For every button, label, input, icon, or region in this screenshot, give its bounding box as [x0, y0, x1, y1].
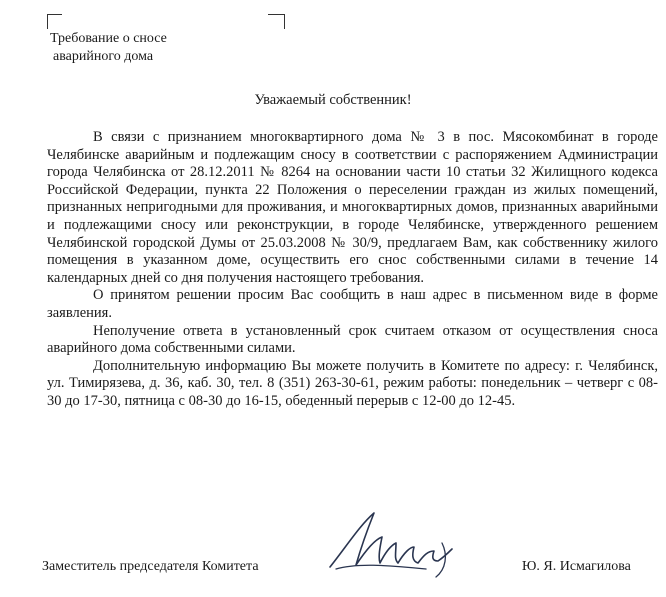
- signatory-title: Заместитель председателя Комитета: [42, 559, 259, 574]
- body-paragraph-2: О принятом решении просим Вас сообщить в наш адрес в письменном виде в форме заявления.: [47, 287, 658, 321]
- handwritten-signature: [316, 503, 466, 583]
- body-paragraph-1: В связи с признанием многоквартирного дома № 3 в пос. Мясокомбинат в городе Челябинске аварийным и подлежащим сносу в соответствии с распоряжением Администрации города Челябинска от 28.12.2011 № 8264 на основании части 10 статьи 32 Жилищного кодекса Российской Федерации, пункта 22 Положения о переселении граждан из жилых помещений, признанных непригодными для проживания, и многоквартирных домов, признанных аварийными и подлежащими сносу или реконструкции, в городе Челябинске, утвержденного решением Челябинской городской Думы от 25.03.2008 № 30/9, предлагаем Вам, как собственнику жилого помещения в указанном доме, осуществить его снос собственными силами в течение 14 календарных дней со дня получения настоящего требования.: [47, 129, 658, 286]
- document-type-line-1: Требование о сносе: [50, 31, 167, 46]
- document-type-block: [50, 30, 167, 66]
- letter-body: [47, 129, 658, 411]
- corner-mark-right: [268, 14, 285, 29]
- body-paragraph-3: Неполучение ответа в установленный срок считаем отказом от осуществления сноса аварийного дома собственными силами.: [47, 322, 658, 357]
- document-type-line-2: аварийного дома: [53, 49, 154, 64]
- signatory-name: Ю. Я. Исмагилова: [522, 559, 631, 574]
- corner-mark-left: [47, 14, 62, 29]
- salutation: Уважаемый собственник!: [254, 92, 412, 108]
- body-paragraph-4: Дополнительную информацию Вы можете получить в Комитете по адресу: г. Челябинск, ул. Тимирязева, д. 36, каб. 30, тел. 8 (351) 263-30-61, режим работы: понедельник – четверг с 08-30 до 17-30, пятница с 08-30 до 16-15, обеденный перерыв с 12-00 до 12-45.: [47, 357, 658, 409]
